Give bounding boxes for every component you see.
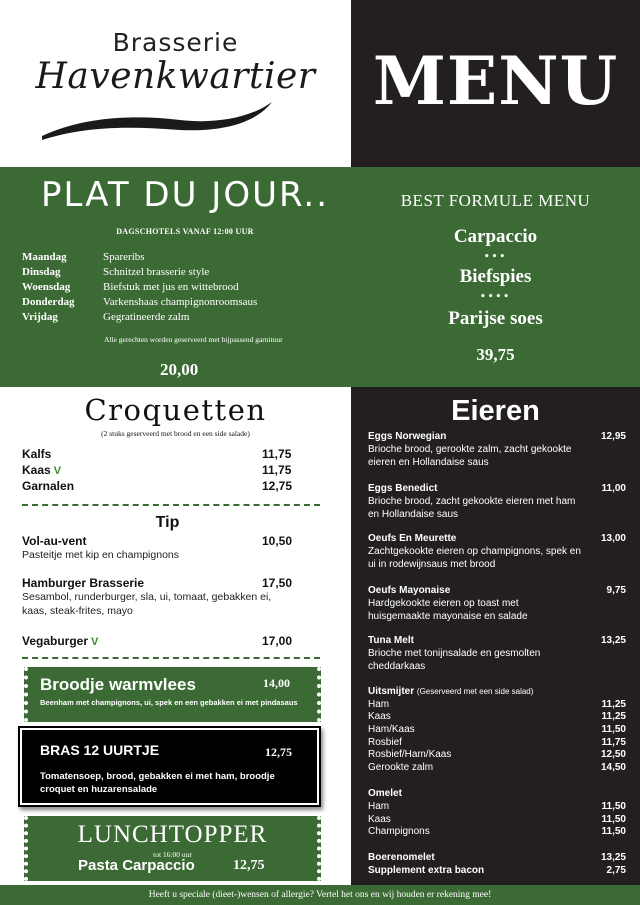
extra-name: Boerenomelet (368, 852, 435, 863)
croquetten-subtitle: (2 stuks geserveerd met brood en een side salade) (101, 429, 250, 438)
logo-havenkwartier-text: Havenkwartier (35, 56, 316, 97)
item-description: Brioche brood, zacht gekookte eieren met ham en Hollandaise saus (368, 496, 576, 520)
item-description: Pasteitje met kip en champignons (22, 549, 180, 561)
broodje-warmvlees-price: 14,00 (263, 676, 290, 690)
best-formule-item: Biefspies (459, 266, 532, 287)
day-dish: Schnitzel brasserie style (103, 266, 210, 278)
extra-price: 13,25 (600, 852, 626, 863)
item-price: 12,75 (262, 479, 293, 493)
left-column (0, 387, 351, 885)
logo-area (0, 0, 351, 167)
day-row (22, 251, 145, 266)
day-dish: Spareribs (103, 251, 145, 263)
omelet-title: Omelet (368, 788, 402, 799)
logo-swoosh-icon (40, 96, 275, 144)
logo-brasserie-text: Brasserie (112, 28, 239, 57)
menu-title: MENU (372, 42, 619, 120)
item-name: Oeufs En Meurette (368, 533, 457, 544)
lunchtopper-title: LUNCHTOPPER (77, 821, 268, 848)
broodje-warmvlees-title: Broodje warmvlees (40, 675, 196, 694)
option-price: 12,50 (600, 749, 626, 760)
option-row (368, 724, 626, 736)
item-price: 11,00 (601, 483, 626, 494)
bras-12-uurtje-desc: Tomatensoep, brood, gebakken ei met ham, broodje croquet en huzarensalade (40, 771, 275, 795)
menu-item (368, 584, 626, 623)
menu-item (368, 634, 626, 673)
best-formule-item: Carpaccio (453, 226, 538, 247)
item-description: Sesambol, runderburger, sla, ui, tomaat, gebakken ei, kaas, steak-frites, mayo (22, 591, 272, 617)
day-dish: Biefstuk met jus en wittebrood (103, 281, 239, 293)
option-name: Kaas (368, 814, 391, 825)
plat-du-jour-subtitle: DAGSCHOTELS VANAF 12:00 UUR (116, 227, 254, 236)
day-name: Donderdag (22, 296, 75, 308)
lunchtopper-subtitle: tot 16:00 uur (153, 850, 192, 859)
vegetarian-icon: V (53, 465, 62, 477)
item-description: Brioche met tonijnsalade en gesmolten cheddarkaas (368, 648, 541, 672)
item-price: 17,00 (262, 634, 293, 648)
green-band (0, 167, 640, 387)
dashed-divider (22, 657, 320, 659)
croquetten-title: Croquetten (84, 393, 267, 427)
item-name: Garnalen (22, 479, 75, 493)
item-description: Hardgekookte eieren op toast met huisgemaakte mayonaise en salade (368, 598, 528, 622)
option-price: 11,50 (601, 724, 626, 735)
option-row (368, 814, 626, 826)
right-column (351, 387, 640, 885)
footer-allergy-note: Heeft u speciale (dieet-)wensen of allergie? Vertel het ons en wij houden er rekening mee! (0, 885, 640, 905)
option-name: Ham (368, 801, 390, 812)
day-name: Maandag (22, 251, 67, 263)
plat-du-jour-note: Alle gerechten worden geserveerd met bijpassend garnituur (104, 335, 283, 344)
item-price: 13,25 (600, 635, 626, 646)
option-name: Gerookte zalm (368, 762, 434, 773)
bras-12-uurtje-price: 12,75 (265, 745, 292, 759)
item-name: Vegaburger (22, 634, 89, 648)
best-formule-price: 39,75 (476, 345, 515, 364)
item-price: 10,50 (262, 534, 293, 548)
uitsmijter-header (368, 686, 626, 698)
option-price: 11,75 (601, 737, 626, 748)
tip-title: Tip (155, 514, 180, 531)
bras-12-uurtje-title: BRAS 12 UURTJE (40, 742, 160, 758)
uitsmijter-note: (Geserveerd met een side salad) (416, 687, 534, 696)
option-row (368, 826, 626, 838)
menu-item (368, 482, 626, 521)
item-price: 11,75 (262, 463, 292, 477)
item-price: 11,75 (262, 447, 292, 461)
menu-item (22, 447, 297, 462)
eieren-title: Eieren (451, 395, 540, 427)
item-name: Oeufs Mayonaise (368, 585, 451, 596)
day-row (22, 311, 189, 326)
day-name: Vrijdag (22, 311, 58, 323)
item-price: 13,00 (600, 533, 626, 544)
vegetarian-icon: V (91, 636, 99, 648)
option-price: 14,50 (600, 762, 626, 773)
option-row (368, 699, 626, 711)
menu-item (22, 479, 297, 494)
lunchtopper-item: Pasta Carpaccio (78, 857, 195, 874)
menu-item (22, 634, 297, 649)
item-name: Vol-au-vent (22, 534, 87, 548)
best-formule-separator: ••• (483, 252, 508, 262)
best-formule-title: BEST FORMULE MENU (400, 191, 591, 210)
option-name: Kaas (368, 711, 391, 722)
menu-title-panel (351, 0, 640, 167)
plat-du-jour-price: 20,00 (160, 360, 199, 379)
uitsmijter-title: Uitsmijter (368, 686, 415, 697)
option-price: 11,25 (601, 711, 626, 722)
option-price: 11,25 (601, 699, 626, 710)
option-price: 11,50 (601, 801, 626, 812)
item-price: 9,75 (606, 585, 626, 596)
option-row (368, 801, 626, 813)
best-formule-item: Parijse soes (448, 308, 543, 329)
option-price: 11,50 (601, 814, 626, 825)
option-row (368, 711, 626, 723)
extra-price: 2,75 (606, 865, 626, 876)
day-dish: Varkenshaas champignonroomsaus (103, 296, 258, 308)
day-dish: Gegratineerde zalm (103, 311, 190, 323)
option-name: Ham (368, 699, 390, 710)
plat-du-jour-title: PLAT DU JOUR.. (41, 175, 329, 215)
item-name: Hamburger Brasserie (22, 576, 145, 590)
bras-12-uurtje-box (20, 728, 319, 805)
option-price: 11,50 (601, 826, 626, 837)
lunchtopper-box (24, 816, 321, 881)
option-name: Rosbief (368, 737, 402, 748)
day-name: Woensdag (22, 281, 71, 293)
item-name: Eggs Norwegian (368, 431, 447, 442)
option-row (368, 737, 626, 749)
item-description: Brioche brood, gerookte zalm, zacht gekookte eieren en Hollandaise saus (368, 444, 572, 468)
menu-item (368, 430, 626, 469)
day-name: Dinsdag (22, 266, 61, 278)
day-row (22, 266, 209, 281)
dashed-divider (22, 504, 320, 506)
option-name: Champignons (368, 826, 430, 837)
item-price: 12,95 (600, 431, 626, 442)
menu-item (22, 534, 297, 549)
item-description: Zachtgekookte eieren op champignons, spek en ui in rodewijnsaus met brood (368, 546, 581, 570)
menu-item (22, 463, 297, 478)
broodje-warmvlees-desc: Beenham met champignons, ui, spek en een gebakken ei met pindasaus (40, 698, 298, 707)
best-formule-separator: •••• (479, 292, 511, 302)
option-row (368, 749, 626, 761)
item-name: Kaas (22, 463, 51, 477)
broodje-warmvlees-box (24, 667, 321, 722)
extra-name: Supplement extra bacon (368, 865, 485, 876)
option-name: Rosbief/Ham/Kaas (368, 749, 452, 760)
lunchtopper-price: 12,75 (233, 858, 265, 873)
option-row (368, 762, 626, 774)
day-row (22, 281, 239, 296)
item-price: 17,50 (262, 576, 293, 590)
item-name: Kalfs (22, 447, 52, 461)
day-row (22, 296, 257, 311)
menu-item (368, 532, 626, 571)
menu-item (22, 576, 297, 591)
extra-row (368, 865, 626, 877)
item-name: Tuna Melt (368, 635, 414, 646)
item-name: Eggs Benedict (368, 483, 438, 494)
extra-row (368, 852, 626, 864)
option-name: Ham/Kaas (368, 724, 415, 735)
